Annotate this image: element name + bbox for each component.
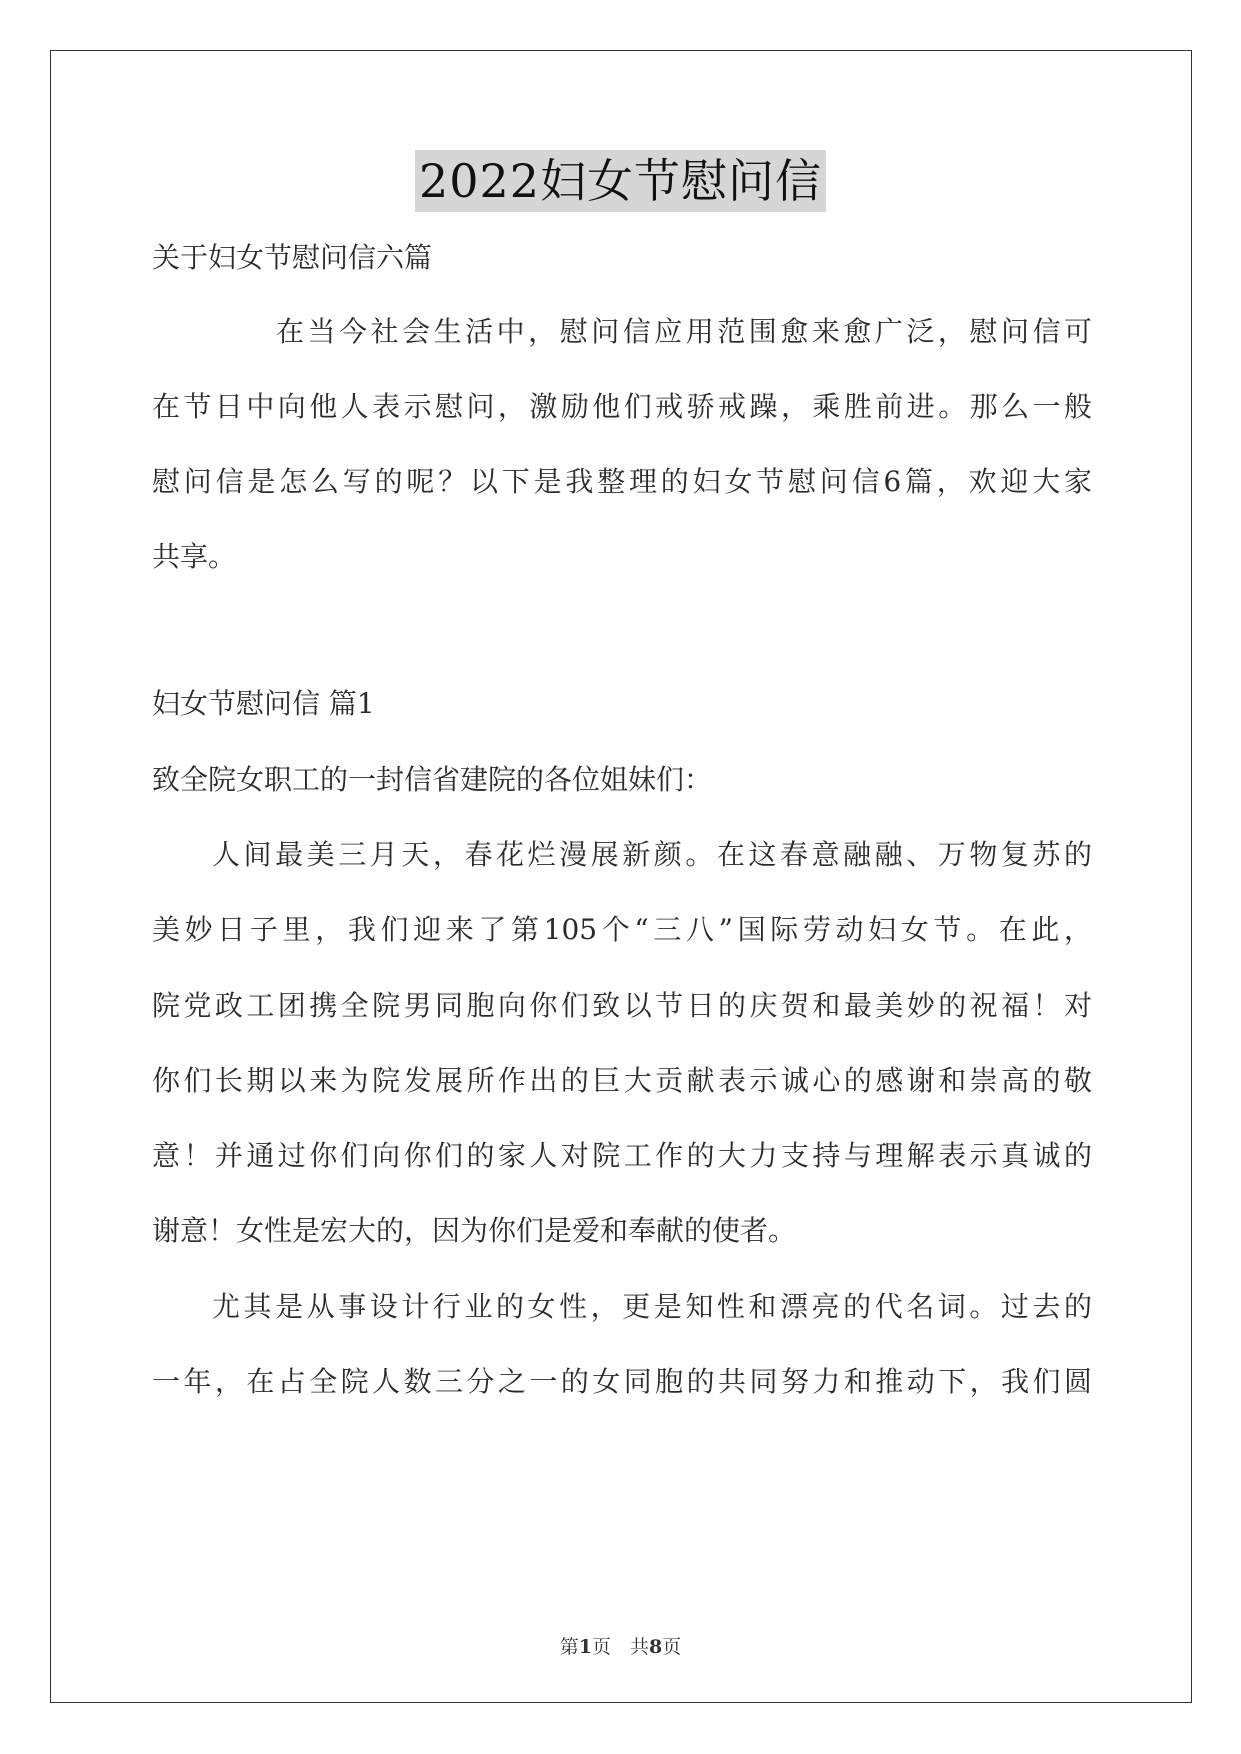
footer-prefix: 第 xyxy=(559,1636,579,1658)
body-line-4[interactable]: 你们长期以来为院发展所作出的巨大贡献表示诚心的感谢和崇高的敬 xyxy=(152,1064,1092,1097)
section-heading[interactable]: 妇女节慰问信 篇1 xyxy=(152,687,375,720)
body-line-2[interactable]: 美妙日子里，我们迎来了第105个“三八”国际劳动妇女节。在此， xyxy=(152,913,1092,946)
page-footer xyxy=(0,1632,1241,1659)
page-border xyxy=(50,50,1192,1703)
subtitle[interactable]: 关于妇女节慰问信六篇 xyxy=(152,241,433,274)
body-line-1[interactable]: 人间最美三月天，春花烂漫展新颜。在这春意融融、万物复苏的 xyxy=(212,838,1092,871)
footer-total-pages: 8 xyxy=(649,1636,663,1658)
footer-page-number: 1 xyxy=(578,1636,592,1658)
intro-line-1[interactable]: 在当今社会生活中，慰问信应用范围愈来愈广泛，慰问信可 xyxy=(276,315,1092,348)
salutation[interactable]: 致全院女职工的一封信省建院的各位姐妹们： xyxy=(152,763,713,796)
document-title[interactable]: 2022妇女节慰问信 xyxy=(415,150,826,212)
body-line-8[interactable]: 一年，在占全院人数三分之一的女同胞的共同努力和推动下，我们圆 xyxy=(152,1365,1092,1398)
intro-line-2[interactable]: 在节日中向他人表示慰问，激励他们戒骄戒躁，乘胜前进。那么一般 xyxy=(152,390,1092,423)
body-line-6[interactable]: 谢意！女性是宏大的，因为你们是爱和奉献的使者。 xyxy=(152,1214,797,1247)
intro-line-4[interactable]: 共享。 xyxy=(152,540,237,573)
intro-line-3[interactable]: 慰问信是怎么写的呢？以下是我整理的妇女节慰问信6篇，欢迎大家 xyxy=(152,465,1092,498)
body-line-3[interactable]: 院党政工团携全院男同胞向你们致以节日的庆贺和最美妙的祝福！对 xyxy=(152,989,1092,1022)
body-line-7[interactable]: 尤其是从事设计行业的女性，更是知性和漂亮的代名词。过去的 xyxy=(212,1290,1092,1323)
footer-middle: 页 共 xyxy=(591,1636,649,1658)
title-wrap xyxy=(0,150,1241,212)
footer-suffix: 页 xyxy=(662,1636,682,1658)
body-line-5[interactable]: 意！并通过你们向你们的家人对院工作的大力支持与理解表示真诚的 xyxy=(152,1139,1092,1172)
